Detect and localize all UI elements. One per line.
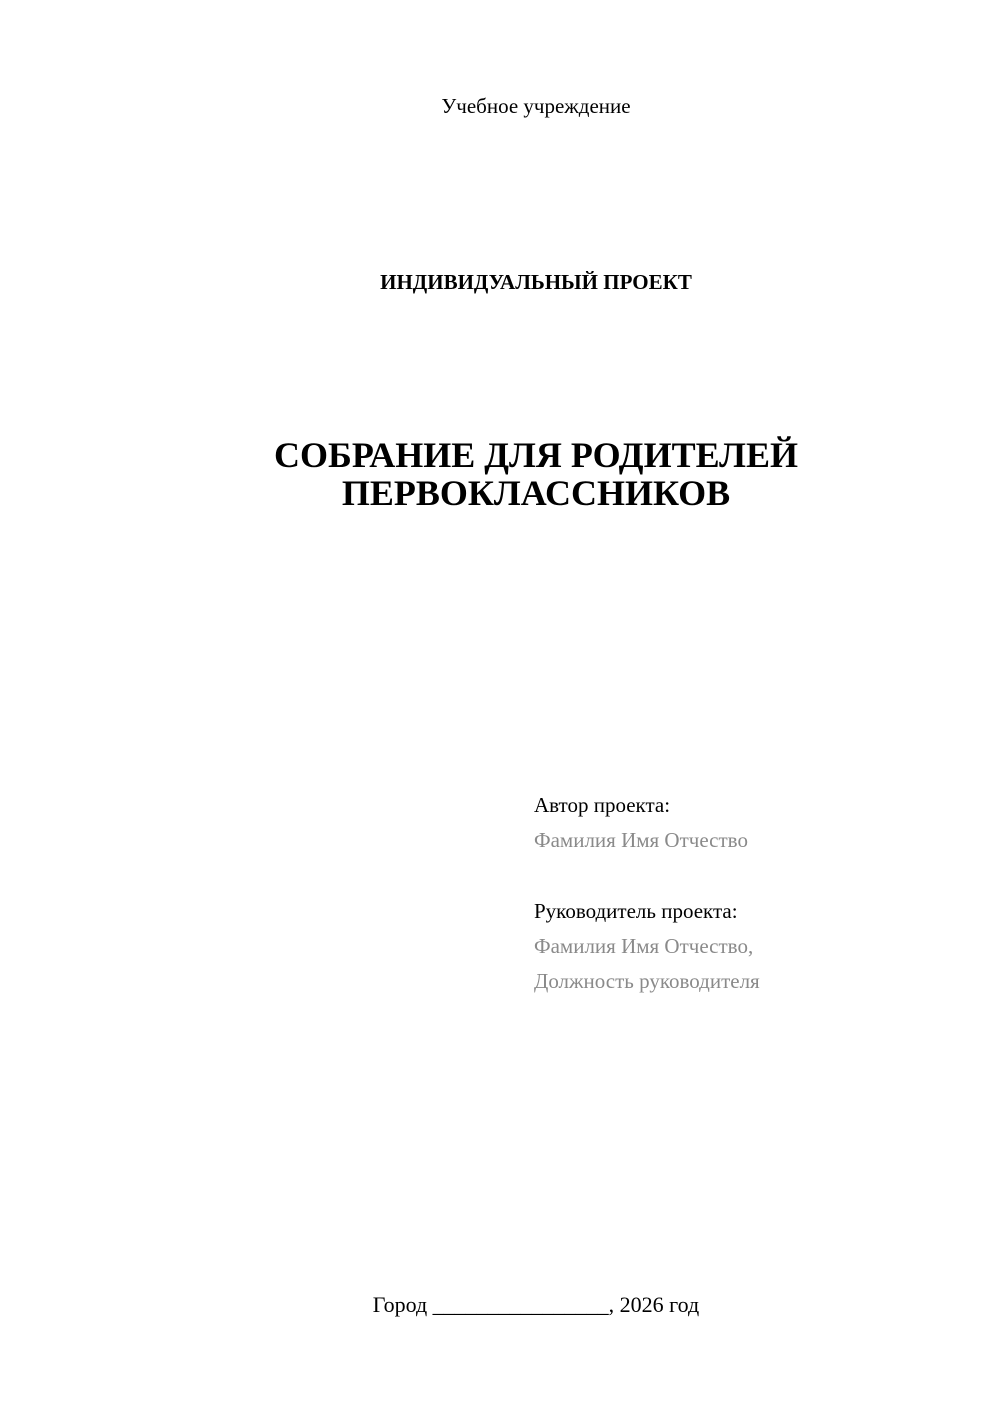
project-type-heading: ИНДИВИДУАЛЬНЫЙ ПРОЕКТ [380,270,692,294]
project-title [0,436,1000,512]
supervisor-name: Фамилия Имя Отчество, [534,934,754,958]
author-name: Фамилия Имя Отчество [534,828,748,852]
project-title-line-2: ПЕРВОКЛАССНИКОВ [341,473,731,513]
project-title-line-1: СОБРАНИЕ ДЛЯ РОДИТЕЛЕЙ [274,435,798,475]
credits-spacer [534,858,974,894]
city-year-line: Город ________________, 2026 год [372,1292,700,1317]
supervisor-label: Руководитель проекта: [534,899,738,923]
institution-name: Учебное учреждение [441,94,631,118]
author-label: Автор проекта: [534,793,671,817]
credits-block [534,788,974,999]
supervisor-position: Должность руководителя [534,969,760,993]
